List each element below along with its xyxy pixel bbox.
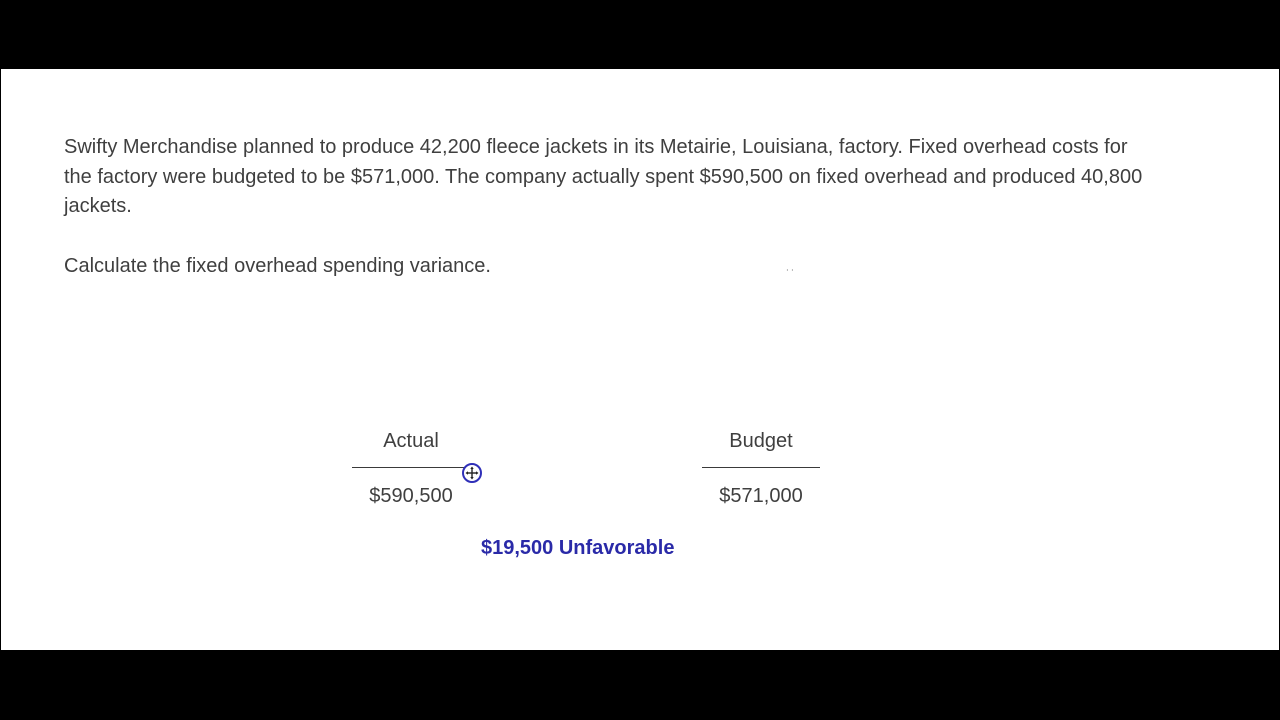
problem-line-2: the factory were budgeted to be $571,000. The company actually spent $590,500 on fixed overhead and produced 40,800 [64, 165, 1143, 188]
budget-divider [702, 467, 820, 468]
variance-result: $19,500 Unfavorable [481, 537, 675, 559]
budget-value: $571,000 [719, 485, 803, 507]
slide [1, 69, 1279, 650]
move-cursor-icon [462, 463, 482, 483]
problem-line-3: jackets. [64, 195, 132, 217]
problem-statement [64, 133, 1214, 222]
letterbox-top [0, 0, 1280, 69]
stray-marks: ˙˙ [786, 267, 796, 281]
actual-header: Actual [383, 430, 439, 452]
letterbox-bottom [0, 650, 1280, 720]
problem-line-1: Swifty Merchandise planned to produce 42,200 fleece jackets in its Metairie, Louisiana, factory. Fixed overhead costs for [64, 136, 1128, 158]
actual-value: $590,500 [369, 485, 453, 507]
budget-header: Budget [729, 430, 793, 452]
actual-divider [352, 467, 470, 468]
actual-column [352, 427, 470, 510]
budget-column [702, 427, 820, 510]
question-text: Calculate the fixed overhead spending variance. [64, 255, 491, 277]
